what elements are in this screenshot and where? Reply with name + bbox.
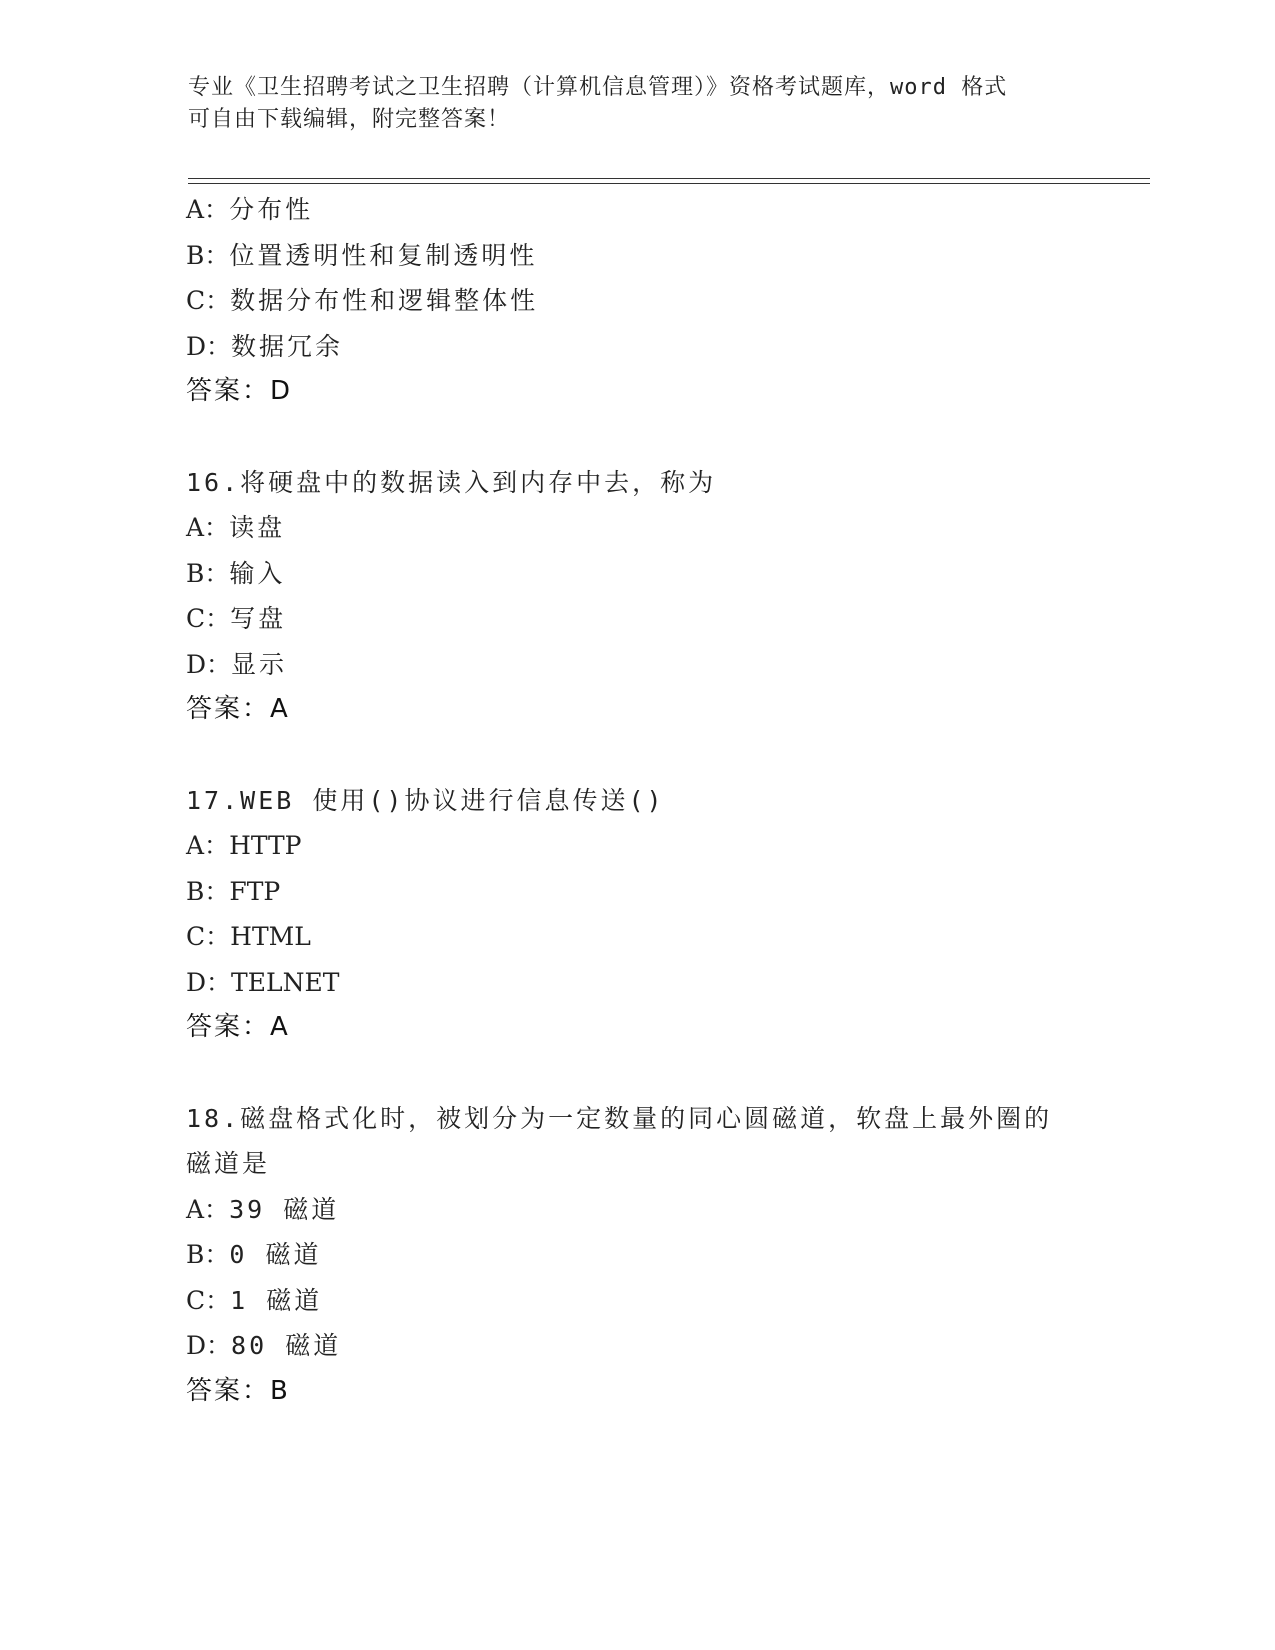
option-c: C：写盘 (186, 604, 287, 633)
option-c: C：1 磁道 (186, 1285, 323, 1315)
option-d: D：80 磁道 (186, 1331, 342, 1360)
option-a: A：HTTP (186, 831, 302, 860)
option-c: C：HTML (186, 922, 311, 951)
question-title: 16.将硬盘中的数据读入到内存中去，称为 (186, 467, 717, 497)
answer: 答案：A (186, 1012, 290, 1042)
question-17 (186, 778, 1146, 1051)
header-rule-bottom (188, 183, 1150, 184)
header-line-1: 专业《卫生招聘考试之卫生招聘（计算机信息管理）》资格考试题库，word 格式 (188, 75, 1008, 100)
question-list (186, 187, 1146, 1414)
option-b: B：输入 (186, 558, 286, 588)
option-b: B：位置透明性和复制透明性 (186, 240, 538, 270)
question-18 (186, 1096, 1146, 1415)
option-c: C：数据分布性和逻辑整体性 (186, 286, 539, 315)
header-rule-top (188, 178, 1150, 179)
question-title-line-1: 18.磁盘格式化时，被划分为一定数量的同心圆磁道，软盘上最外圈的 (186, 1103, 1053, 1133)
option-a: A：分布性 (186, 195, 314, 224)
question-title: 17.WEB 使用()协议进行信息传送() (186, 785, 665, 815)
option-d: D：数据冗余 (186, 331, 344, 361)
question-title-line-2: 磁道是 (186, 1149, 271, 1178)
option-d: D：TELNET (186, 967, 340, 997)
answer: 答案：A (186, 694, 290, 724)
option-a: A：39 磁道 (186, 1194, 340, 1224)
question-16 (186, 460, 1146, 733)
question-15 (186, 187, 1146, 415)
answer: 答案：B (186, 1375, 290, 1406)
option-d: D：显示 (186, 649, 288, 679)
option-b: B：FTP (186, 876, 281, 906)
option-a: A：读盘 (186, 513, 286, 542)
answer: 答案：D (186, 376, 293, 406)
option-b: B：0 磁道 (186, 1240, 322, 1269)
header-line-2: 可自由下载编辑，附完整答案！ (188, 107, 511, 132)
document-header (188, 72, 1068, 136)
